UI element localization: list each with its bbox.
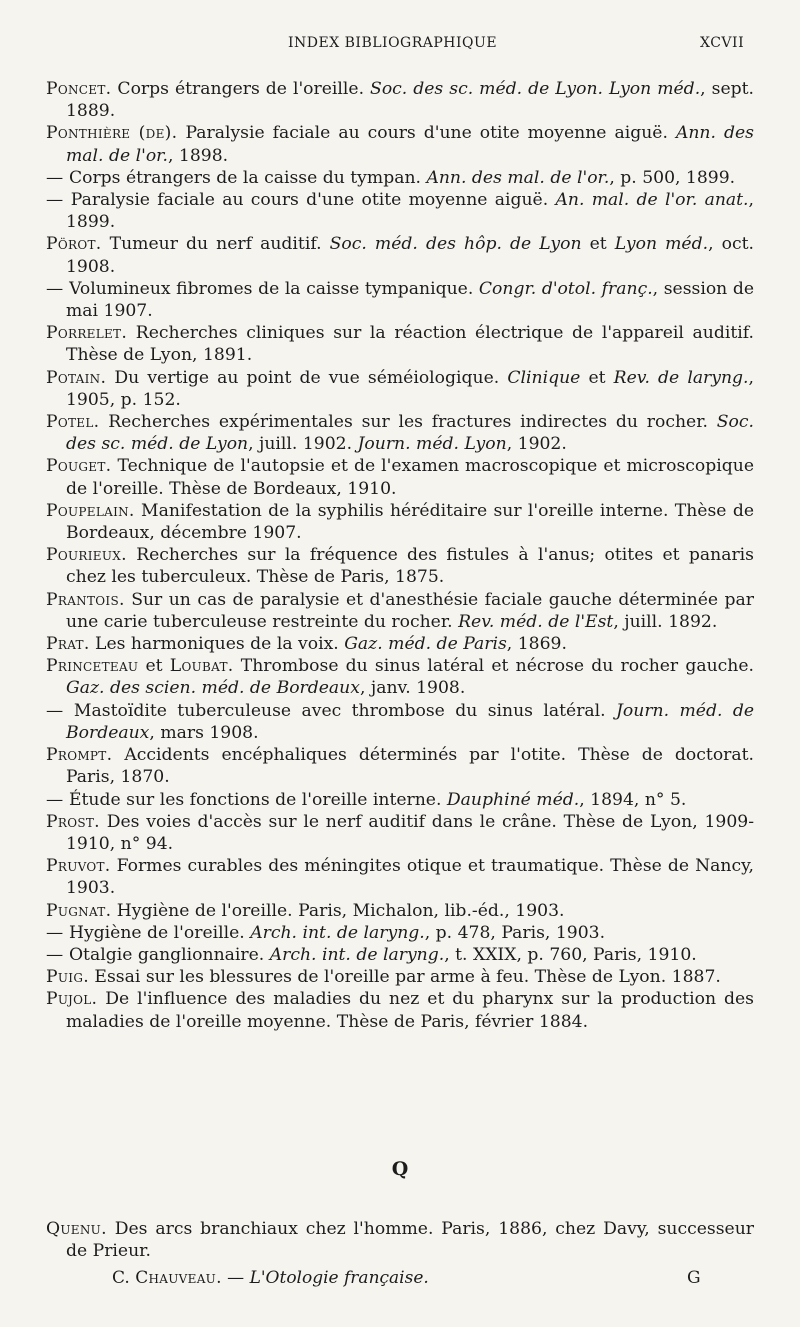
bibliography-entry (46, 367, 754, 411)
bibliography-entry (46, 278, 754, 322)
entry-text: , oct. 1908. (66, 234, 754, 277)
entry-author: — (46, 700, 64, 721)
entry-journal: Rev. de laryng. (613, 367, 749, 388)
entry-text: De l'influence des maladies du nez et du pharynx sur la production des maladies de l'oreille moyenne. Thèse de Paris, février 1884. (66, 989, 754, 1032)
entry-journal: Soc. des sc. méd. de Lyon (66, 412, 754, 455)
entry-text: , session de mai 1907. (66, 278, 754, 322)
entry-journal: Journ. méd. de Bordeaux (66, 700, 754, 743)
entry-author: — (46, 278, 64, 299)
bibliography-entry (46, 411, 754, 455)
entry-author: Porrelet. (46, 323, 128, 344)
signature-mark: G (687, 1268, 701, 1288)
bibliography-entry (46, 744, 754, 788)
bibliography-entry (46, 78, 754, 122)
entry-author: Pörot. (46, 234, 102, 255)
entry-author: Prost. (46, 811, 100, 832)
entry-text: et (581, 234, 615, 255)
bibliography-entry (46, 500, 754, 544)
entry-text: Corps étrangers de l'oreille. (111, 79, 371, 99)
entry-author: — (46, 922, 64, 943)
entry-author: Prat. (46, 634, 90, 655)
entry-author: Princeteau (46, 656, 139, 677)
entry-author: — (46, 789, 64, 810)
entry-text: Mastoïdite tuberculeuse avec thrombose du sinus latéral. (63, 700, 617, 721)
page-footer (0, 1268, 800, 1292)
entry-author: Pouget. (46, 456, 112, 477)
entry-text: , 1902. (506, 434, 567, 455)
bibliography-entry (46, 322, 754, 366)
page-number: XCVII (700, 35, 745, 51)
bibliography-entry (46, 988, 754, 1032)
bibliography-entry (46, 789, 754, 811)
entry-text: , janv. 1908. (359, 678, 466, 699)
entry-text: Accidents encéphaliques déterminés par l'otite. Thèse de doctorat. Paris, 1870. (66, 745, 754, 788)
entry-text: Recherches cliniques sur la réaction électrique de l'appareil auditif. Thèse de Lyon, 1891. (66, 323, 754, 366)
entry-author: Poncet. (46, 79, 112, 99)
entry-text: Des voies d'accès sur le nerf auditif dans le crâne. Thèse de Lyon, 1909-1910, n° 94. (66, 811, 754, 854)
entry-author: Pugnat. (46, 900, 112, 921)
entry-journal: Arch. int. de laryng. (269, 944, 445, 965)
bibliography-entry (46, 922, 754, 944)
entry-text: Étude sur les fonctions de l'oreille interne. (63, 789, 447, 810)
entry-author: — (46, 944, 64, 965)
entry-journal: Gaz. méd. de Paris (344, 634, 507, 655)
entry-text: Paralysie faciale au cours d'une otite moyenne aiguë. (63, 190, 556, 211)
bibliography-list-q (46, 1218, 754, 1262)
entry-text: Les harmoniques de la voix. (89, 634, 345, 655)
bibliography-entry (46, 633, 754, 655)
bibliography-entry (46, 944, 754, 966)
entry-text: Sur un cas de paralysie et d'anesthésie faciale gauche déterminée par une carie tuberculeuse restreinte du rocher. (66, 589, 754, 632)
bibliography-entry (46, 811, 754, 855)
entry-coauthor: Loubat. (169, 656, 234, 677)
entry-text: Du vertige au point de vue séméiologique. (106, 367, 508, 388)
entry-journal: Journ. méd. Lyon (357, 434, 507, 455)
bibliography-entry (46, 544, 754, 588)
entry-text: Thrombose du sinus latéral et nécrose du rocher gauche. (233, 656, 754, 677)
entry-journal: Lyon méd. (614, 234, 709, 255)
footer-author (112, 1268, 429, 1288)
entry-text: Hygiène de l'oreille. Paris, Michalon, lib.-éd., 1903. (111, 900, 565, 921)
entry-text: Recherches expérimentales sur les fractures indirectes du rocher. (99, 412, 717, 433)
entry-author: Prompt. (46, 745, 113, 766)
entry-text: Paralysie faciale au cours d'une otite moyenne aiguë. (177, 123, 676, 144)
entry-text: , 1899. (66, 190, 754, 233)
entry-author: Pourieux. (46, 545, 127, 566)
entry-text: Formes curables des méningites otique et traumatique. Thèse de Nancy, 1903. (66, 856, 754, 899)
entry-journal: Gaz. des scien. méd. de Bordeaux (66, 678, 360, 699)
entry-text: Volumineux fibromes de la caisse tympanique. (63, 278, 479, 299)
entry-author: Potain. (46, 367, 107, 388)
entry-text: Otalgie ganglionnaire. (63, 944, 270, 965)
bibliography-entry (46, 700, 754, 744)
entry-text: Technique de l'autopsie et de l'examen macroscopique et microscopique de l'oreille. Thèse de Bordeaux, 1910. (66, 456, 754, 499)
bibliography-entry (46, 122, 754, 166)
bibliography-entry (46, 455, 754, 499)
entry-author: — (46, 167, 64, 188)
bibliography-entry (46, 966, 754, 988)
entry-journal: Soc. méd. des hôp. de Lyon (329, 234, 582, 255)
entry-text: Recherches sur la fréquence des fistules à l'anus; otites et panaris chez les tuberculeux. Thèse de Paris, 1875. (66, 545, 754, 588)
entry-author: Potel. (46, 412, 100, 433)
bibliography-entry (46, 900, 754, 922)
entry-text: , t. XXIX, p. 760, Paris, 1910. (444, 944, 697, 965)
bibliography-entry (46, 855, 754, 899)
bibliography-entry (46, 1218, 754, 1262)
entry-text: , juill. 1902. (248, 434, 358, 455)
footer-author-initial: C. (112, 1268, 136, 1288)
footer-separator: — (221, 1268, 250, 1288)
entry-text: , mars 1908. (149, 722, 259, 743)
entry-text: , 1894, n° 5. (579, 789, 687, 810)
entry-journal: Congr. d'otol. franç. (478, 278, 653, 299)
bibliography-entry (46, 167, 754, 189)
entry-text: , 1905, p. 152. (66, 367, 754, 410)
entry-text: Des arcs branchiaux chez l'homme. Paris, 1886, chez Davy, successeur de Prieur. (66, 1219, 754, 1262)
entry-text: , 1869. (506, 634, 567, 655)
entry-author: Ponthière (de). (46, 123, 178, 144)
bibliography-entry (46, 589, 754, 633)
entry-text: Corps étrangers de la caisse du tympan. (63, 167, 427, 188)
entry-author: Puig. (46, 967, 89, 988)
bibliography-entry (46, 189, 754, 233)
entry-journal: Dauphiné méd. (446, 789, 580, 810)
entry-author: — (46, 190, 64, 211)
entry-text: , 1898. (167, 145, 229, 166)
entry-journal: Arch. int. de laryng. (250, 922, 425, 943)
running-header (0, 35, 800, 59)
entry-author: Pujol. (46, 989, 98, 1010)
entry-text: Essai sur les blessures de l'oreille par arme à feu. Thèse de Lyon. 1887. (88, 967, 721, 988)
entry-text: et (580, 367, 614, 388)
entry-text: et (138, 656, 170, 677)
entry-text: Hygiène de l'oreille. (63, 922, 251, 943)
header-title: INDEX BIBLIOGRAPHIQUE (288, 35, 498, 51)
entry-author: Quenu. (46, 1219, 107, 1239)
entry-journal: An. mal. de l'or. anat. (555, 190, 749, 211)
footer-work-title: L'Otologie française. (249, 1268, 429, 1288)
entry-text: , sept. 1889. (66, 79, 754, 122)
entry-journal: Rev. méd. de l'Est (458, 611, 614, 632)
entry-author: Pruvot. (46, 856, 111, 877)
section-letter: Q (391, 1158, 409, 1180)
entry-journal: Ann. des mal. de l'or. (426, 167, 610, 188)
footer-author-name: Chauveau. (135, 1268, 222, 1288)
entry-text: , p. 500, 1899. (609, 167, 736, 188)
entry-text: Tumeur du nerf auditif. (101, 234, 330, 255)
bibliography-entry (46, 655, 754, 699)
entry-journal: Ann. des mal. de l'or. (66, 123, 754, 166)
entry-author: Prantois. (46, 589, 125, 610)
entry-text: Manifestation de la syphilis héréditaire sur l'oreille interne. Thèse de Bordeaux, décembre 1907. (66, 500, 754, 544)
entry-text: , juill. 1892. (613, 611, 718, 632)
entry-text: , p. 478, Paris, 1903. (424, 922, 606, 943)
entry-journal: Soc. des sc. méd. de Lyon. Lyon méd. (370, 79, 701, 99)
entry-journal: Clinique (507, 367, 581, 388)
bibliography-list-p (46, 78, 754, 1033)
bibliography-entry (46, 233, 754, 277)
entry-author: Poupelain. (46, 500, 135, 521)
